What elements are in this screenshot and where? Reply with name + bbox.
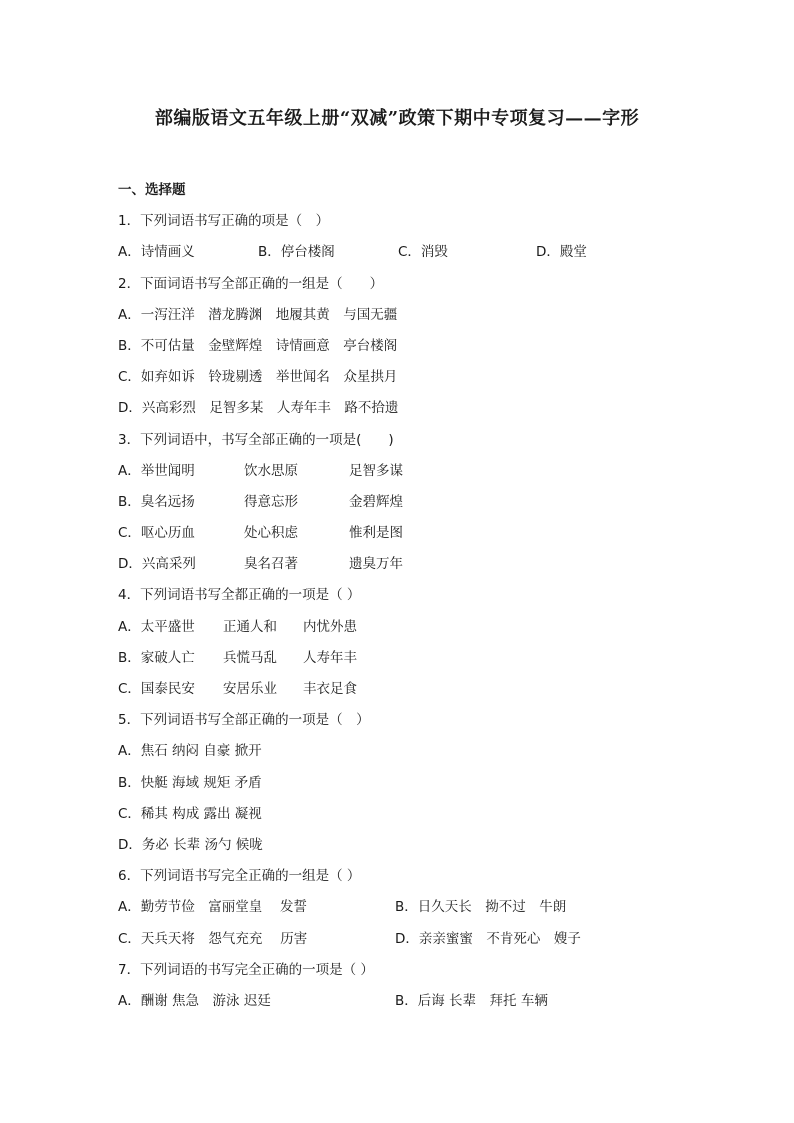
- option-word: C．国泰民安: [118, 681, 195, 697]
- option-word: 正通人和: [223, 618, 277, 635]
- question-4-option-a[interactable]: [118, 616, 718, 647]
- option-word: B．臭名远扬: [118, 493, 195, 510]
- option-word: 金碧辉煌: [349, 493, 403, 510]
- question-5-option-b[interactable]: B．快艇 海域 规矩 矛盾: [118, 774, 262, 791]
- question-3-stem: 3．下列词语中，书写全部正确的一项是( ): [118, 431, 394, 448]
- option-word: D．兴高采列: [118, 556, 196, 573]
- option-word: 足智多谋: [349, 462, 403, 479]
- question-5-option-a[interactable]: A．焦石 纳闷 自豪 掀开: [118, 743, 262, 760]
- question-2-stem: 2．下面词语书写全部正确的一组是（ ）: [118, 275, 384, 292]
- option-word: 人寿年丰: [303, 649, 357, 666]
- question-4-option-b[interactable]: [118, 647, 718, 678]
- question-1-option-a[interactable]: A．诗情画义: [118, 244, 195, 261]
- option-word: A．太平盛世: [118, 618, 195, 635]
- question-6-option-d[interactable]: D．亲亲蜜蜜 不肯死心 嫂子: [395, 930, 581, 947]
- option-word: 得意忘形: [244, 493, 298, 510]
- question-3-option-b[interactable]: [118, 491, 718, 522]
- question-2-option-c[interactable]: C．如弃如诉 铃珑剔透 举世闻名 众星拱月: [118, 369, 398, 386]
- section-heading: 一、选择题: [118, 182, 186, 198]
- question-4-stem: 4．下列词语书写全都正确的一项是（ ）: [118, 587, 361, 604]
- question-7-row-1: [118, 990, 718, 1021]
- question-list: [118, 179, 718, 1021]
- question-6-option-c[interactable]: C．天兵天将 怨气充充 历害: [118, 930, 308, 947]
- option-word: 惟利是图: [349, 525, 403, 542]
- question-6-row-1: [118, 896, 718, 927]
- option-word: 丰衣足食: [303, 681, 357, 697]
- question-5-option-c[interactable]: C．稀其 构成 露出 凝视: [118, 805, 262, 822]
- question-5-stem: 5．下列词语书写全部正确的一项是（ ）: [118, 712, 370, 729]
- question-7-stem: 7．下列词语的书写完全正确的一项是（ ）: [118, 961, 374, 978]
- option-word: B．家破人亡: [118, 649, 195, 666]
- question-1-option-c[interactable]: C．消毁: [398, 244, 448, 261]
- question-6-option-a[interactable]: A．勤劳节俭 富丽堂皇 发誓: [118, 899, 308, 916]
- question-1-option-d[interactable]: D．殿堂: [536, 244, 587, 261]
- question-2-option-b[interactable]: B．不可估量 金壁辉煌 诗情画意 亭台楼阁: [118, 337, 398, 354]
- option-word: 臭名召著: [244, 556, 298, 573]
- question-7-option-b[interactable]: B．后诲 长辈 拜托 车辆: [395, 992, 548, 1009]
- option-word: 安居乐业: [223, 681, 277, 697]
- question-7-option-a[interactable]: A．酬谢 焦急 游泳 迟廷: [118, 992, 271, 1009]
- option-word: 饮水思原: [244, 462, 298, 479]
- option-word: C．呕心历血: [118, 525, 195, 542]
- question-3-option-c[interactable]: [118, 522, 718, 553]
- option-word: 兵慌马乱: [223, 649, 277, 666]
- document-title: 部编版语文五年级上册“双减”政策下期中专项复习——字形: [154, 108, 640, 129]
- option-word: 内忧外患: [303, 618, 357, 635]
- option-word: A．举世闻明: [118, 462, 195, 479]
- question-1-options: [118, 241, 718, 272]
- question-1-option-b[interactable]: B．停台楼阁: [258, 244, 335, 261]
- question-3-option-d[interactable]: [118, 553, 718, 584]
- question-1-stem: 1．下列词语书写正确的项是（ ）: [118, 213, 330, 230]
- question-2-option-a[interactable]: A．一泻汪洋 潜龙腾渊 地履其黄 与国无疆: [118, 306, 398, 323]
- question-4-option-c[interactable]: [118, 678, 718, 709]
- question-2-option-d[interactable]: D．兴高彩烈 足智多某 人寿年丰 路不拾遗: [118, 400, 399, 417]
- option-word: 遗臭万年: [349, 556, 403, 573]
- question-6-row-2: [118, 928, 718, 959]
- question-6-option-b[interactable]: B．日久天长 拗不过 牛朗: [395, 899, 567, 916]
- question-3-option-a[interactable]: [118, 460, 718, 491]
- question-6-stem: 6．下列词语书写完全正确的一组是（ ）: [118, 868, 361, 885]
- option-word: 处心积虑: [244, 525, 298, 542]
- question-5-option-d[interactable]: D．务必 长辈 汤勺 候咙: [118, 836, 263, 853]
